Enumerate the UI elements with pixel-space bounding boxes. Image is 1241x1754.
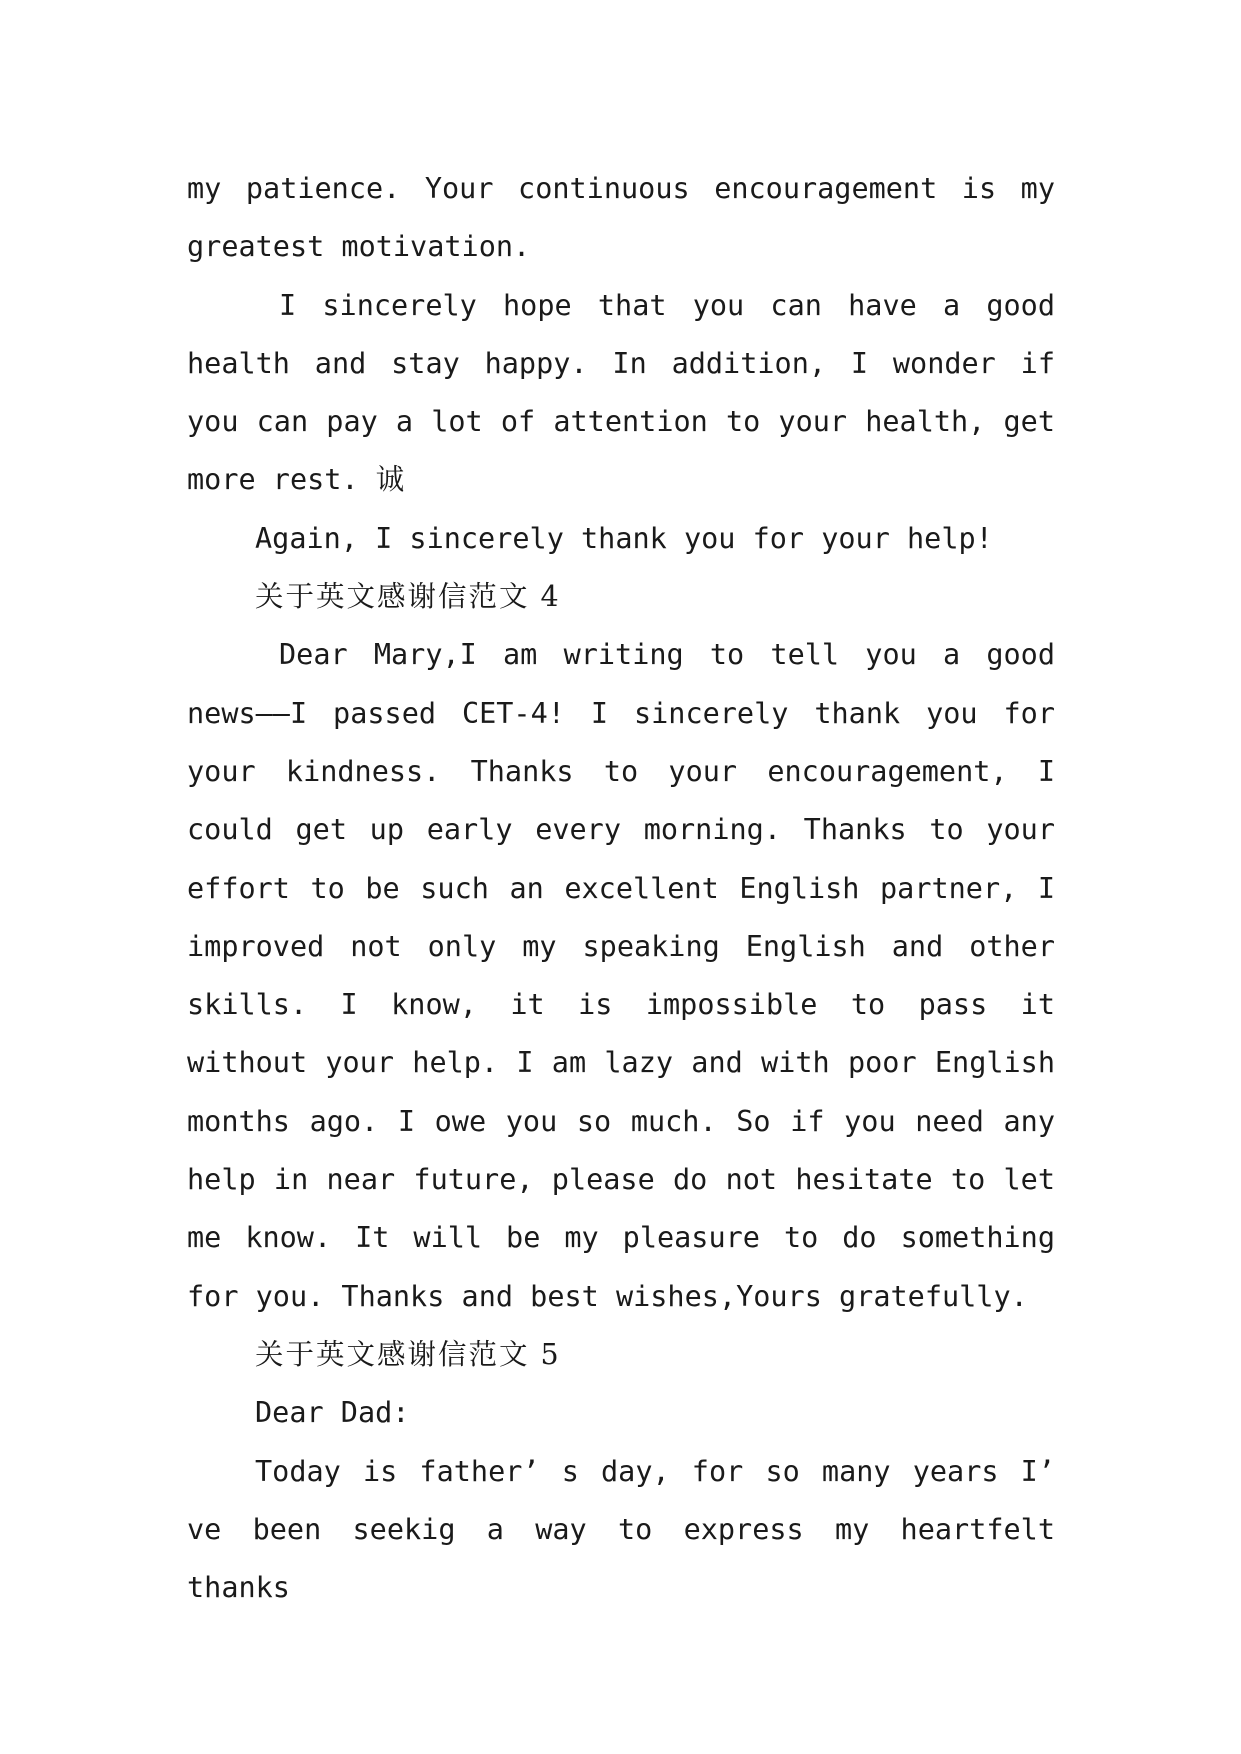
paragraph-letter-4: Dear Mary,I am writing to tell you a good news——I passed CET-4! I sincerely thank you for your kindness. Thanks to your encouragement, I could get up early every morning. Thanks to your effort to be such an excellent English partner, I improved not only my speaking English and other skills. I know, it is impossible to pass it without your help. I am lazy and with poor English months ago. I owe you so much. So if you need any help in near future, please do not hesitate to let me know. It will be my pleasure to do something for you. Thanks and best wishes,Yours gratefully. xyxy=(187,638,1055,1313)
paragraph-continuation: my patience. Your continuous encouragement is my greatest motivation. xyxy=(187,172,1055,264)
document-body xyxy=(187,160,1055,1617)
paragraph-health-wishes: I sincerely hope that you can have a good health and stay happy. In addition, I wonder if you can pay a lot of attention to your health, get more rest. 诚 xyxy=(187,288,1055,497)
section-heading-4: 关于英文感谢信范文 4 xyxy=(255,580,561,614)
section-heading-5: 关于英文感谢信范文 5 xyxy=(255,1337,561,1371)
paragraph-thanks-again: Again, I sincerely thank you for your help! xyxy=(255,521,993,555)
paragraph-salutation: Dear Dad: xyxy=(255,1396,410,1430)
paragraph-fathers-day: Today is father’ s day, for so many years I’ ve been seekig a way to express my heartfelt thanks xyxy=(187,1454,1055,1605)
